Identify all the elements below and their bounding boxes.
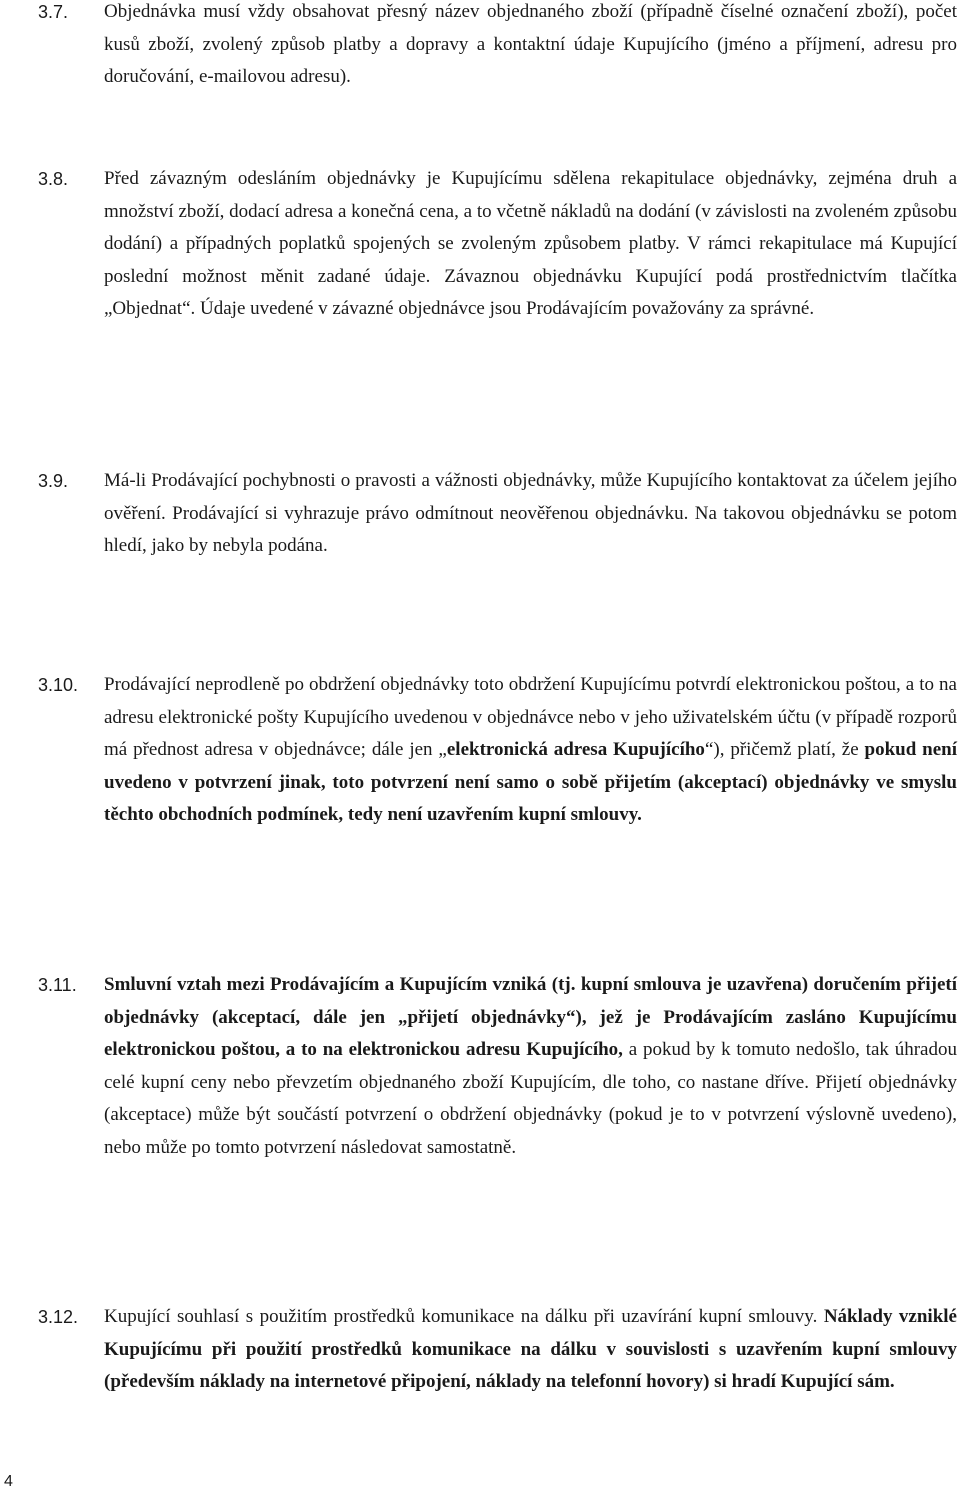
clause-number: 3.9. xyxy=(38,471,69,491)
clause-text-bold: pokud není uvedeno v potvrzení jinak, toto potvrzení není samo o sobě přijetím (akceptací) objednávky ve smyslu těchto obchodních podmínek, tedy není uzavřením kupní smlouvy. xyxy=(104,739,958,825)
clause-number: 3.7. xyxy=(38,2,69,22)
clause-text-bold: Smluvní vztah mezi Prodávajícím a Kupujícím vzniká (tj. kupní smlouva je uzavřena) doručením přijetí objednávky (akceptací, dále jen „přijetí objednávky“), jež je Prodávajícím zasláno Kupujícímu elektronickou poštou, a to na elektronickou adresu Kupujícího, xyxy=(104,974,957,1060)
clause-text-run: Před závazným odesláním objednávky je Kupujícímu sdělena rekapitulace objednávky, zejména druh a množství zboží, dodací adresa a konečná cena, a to včetně nákladů na dodání (v závislosti na zvoleném způsobu dodání) a případných poplatků spojených se zvoleným způsobem platby. V rámci rekapitulace má Kupující poslední možnost měnit zadané údaje. Závaznou objednávku Kupující podá prostřednictvím tlačítka „Objednat“. Údaje uvedené v závazné objednávce jsou Prodávajícím považovány za správné. xyxy=(104,168,957,319)
clause-text xyxy=(104,163,957,326)
page-number: 4 xyxy=(4,1473,13,1490)
clause-number: 3.10. xyxy=(38,675,79,695)
clause-text xyxy=(104,1301,957,1399)
clause-text xyxy=(104,465,957,563)
clause-text-run: Objednávka musí vždy obsahovat přesný název objednaného zboží (případně číselné označení zboží), počet kusů zboží, zvolený způsob platby a dopravy a kontaktní údaje Kupujícího (jméno a příjmení, adresu pro doručování, e-mailovou adresu). xyxy=(104,1,957,87)
clause-text-run: Kupující souhlasí s použitím prostředků komunikace na dálku při uzavírání kupní smlouvy. xyxy=(104,1306,824,1327)
clause-number: 3.12. xyxy=(38,1307,79,1327)
clause-text xyxy=(104,0,957,94)
clause-text-run: Má-li Prodávající pochybnosti o pravosti a vážnosti objednávky, může Kupujícího kontaktovat za účelem jejího ověření. Prodávající si vyhrazuje právo odmítnout neověřenou objednávku. Na takovou objednávku se potom hledí, jako by nebyla podána. xyxy=(104,470,957,556)
clause-text xyxy=(104,969,957,1164)
clause-text xyxy=(104,669,957,832)
clause-text-run: “), přičemž platí, že xyxy=(704,739,865,760)
clause-text-bold: Náklady vzniklé Kupujícímu při použití prostředků komunikace na dálku v souvislosti s uzavřením kupní smlouvy (především náklady na internetové připojení, náklady na telefonní hovory) si hradí Kupující sám. xyxy=(104,1306,957,1392)
clause-text-run: Prodávající neprodleně po obdržení objednávky toto obdržení Kupujícímu potvrdí elektronickou poštou, a to na adresu elektronické pošty Kupujícího uvedenou v objednávce nebo v jeho uživatelském účtu (v případě rozporů má přednost adresa v objednávce; dále jen „ xyxy=(104,674,957,760)
clause-text-bold: elektronická adresa Kupujícího xyxy=(446,739,705,760)
clause-number: 3.11. xyxy=(38,975,77,995)
clause-text-run: a pokud by k tomuto nedošlo, tak úhradou celé kupní ceny nebo převzetím objednaného zboží Kupujícím, dle toho, co nastane dříve. Přijetí objednávky (akceptace) může být součástí potvrzení o obdržení objednávky (pokud je to v potvrzení výslovně uvedeno), nebo může po tomto potvrzení následovat samostatně. xyxy=(104,1039,957,1158)
clause-number: 3.8. xyxy=(38,169,69,189)
